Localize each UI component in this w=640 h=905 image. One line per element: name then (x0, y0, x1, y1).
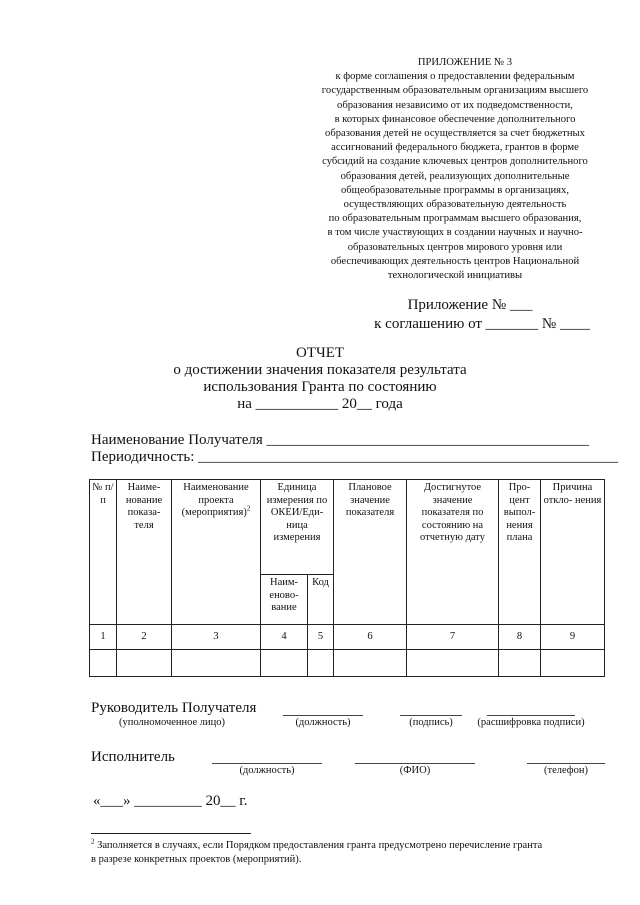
annex-title: ПРИЛОЖЕНИЕ № 3 (417, 57, 513, 68)
annex-line: обеспечивающих деятельность центров Национальной (330, 255, 580, 267)
table-cell[interactable] (117, 650, 172, 677)
table-cell[interactable] (90, 650, 117, 677)
column-number: 1 (90, 625, 117, 650)
annex-line: технологической инициативы (387, 270, 523, 282)
column-number: 4 (261, 625, 308, 650)
periodicity-row (91, 449, 618, 466)
date-open-quote: « (93, 793, 101, 809)
agreement-annex-number: Приложение № ___ (407, 297, 533, 313)
footnote-divider (91, 833, 251, 834)
executor-position-field[interactable] (212, 763, 322, 764)
header-project-text: Наименование проекта (мероприятия) (181, 482, 249, 519)
annex-line: в которых финансовое обеспечение дополнительного (334, 113, 576, 125)
column-number: 9 (541, 625, 605, 650)
table-cell[interactable] (499, 650, 541, 677)
column-number: 6 (334, 625, 407, 650)
footnote (91, 839, 611, 867)
header-unit-name: Наим- еново- вание (261, 575, 308, 625)
recipient-label: Наименование Получателя (91, 432, 263, 448)
annex-line: образовательных центров мирового уровня или (347, 241, 563, 253)
executor-fullname-field[interactable] (355, 763, 475, 764)
head-name-caption: (расшифровка подписи) (477, 717, 585, 728)
column-number: 5 (308, 625, 334, 650)
report-heading: ОТЧЕТ (295, 345, 345, 361)
report-date-line: на ___________ 20__ года (237, 396, 403, 412)
executor-label: Исполнитель (91, 749, 175, 765)
table-cell[interactable] (407, 650, 499, 677)
date-month-field[interactable]: _________ (134, 793, 202, 809)
head-sub-caption: (уполномоченное лицо) (118, 717, 226, 728)
annex-line: субсидий на создание ключевых центров дополнительного (322, 156, 588, 168)
annex-line: в том числе участвующих в создании научных и научно- (327, 227, 583, 239)
column-number: 2 (117, 625, 172, 650)
head-position-field[interactable] (283, 715, 363, 716)
date-close-quote: » (123, 793, 131, 809)
executor-fullname-caption: (ФИО) (399, 765, 431, 776)
header-unit-code: Код (308, 575, 334, 625)
header-reason: Причина откло- нения (541, 480, 605, 625)
annex-line: образования независимо от их подведомственности, (337, 99, 573, 111)
recipient-row (91, 432, 589, 449)
annex-header (280, 56, 630, 283)
table-cell[interactable] (261, 650, 308, 677)
footnote-mark: 2 (91, 837, 95, 846)
annex-line: осуществляющих образовательную деятельность (343, 199, 567, 211)
head-signature-caption: (подпись) (409, 717, 453, 728)
header-unit: Единица измерения по ОКЕИ/Еди- ница измерения (261, 480, 334, 575)
header-achieved: Достигнутое значение показателя по состоянию на отчетную дату (407, 480, 499, 625)
report-subtitle-line: использования Гранта по состоянию (203, 379, 437, 395)
annex-line: государственным образовательным организациям высшего (321, 85, 589, 97)
report-table (89, 479, 605, 677)
executor-phone-field[interactable] (527, 763, 605, 764)
header-indicator: Наиме- нование показа- теля (117, 480, 172, 625)
header-project (172, 480, 261, 625)
executor-position-caption: (должность) (239, 765, 295, 776)
annex-line: по образовательным программам высшего образования, (328, 213, 582, 225)
head-signature-field[interactable] (400, 715, 462, 716)
footnote-text: в разрезе конкретных проектов (мероприятий). (91, 854, 302, 865)
date-year-suffix: г. (239, 793, 248, 809)
agreement-annex (320, 296, 590, 334)
annex-line: общеобразовательные программы в организациях, (341, 184, 569, 196)
annex-line: образования детей, реализующих дополнительные (340, 170, 570, 182)
agreement-annex-ref: к соглашению от _______ № ____ (374, 316, 590, 332)
report-subtitle-line: о достижении значения показателя результата (173, 362, 467, 378)
annex-line: к форме соглашения о предоставлении федеральным (335, 71, 575, 83)
table-cell[interactable] (541, 650, 605, 677)
annex-line: образования детей не осуществляется за счет бюджетных (325, 128, 585, 140)
column-number-row (90, 625, 605, 650)
executor-phone-caption: (телефон) (544, 765, 588, 776)
table-row (90, 650, 605, 677)
header-num: № п/п (90, 480, 117, 625)
head-name-field[interactable] (487, 715, 575, 716)
report-title (150, 345, 490, 413)
date-line (93, 793, 247, 810)
table-cell[interactable] (334, 650, 407, 677)
column-number: 8 (499, 625, 541, 650)
footnote-ref: 2 (246, 504, 251, 513)
periodicity-field[interactable]: ________________________________________________________ (198, 449, 619, 465)
date-day-field[interactable]: ___ (100, 793, 123, 809)
date-year-field[interactable]: 20__ (205, 793, 236, 809)
table-cell[interactable] (172, 650, 261, 677)
column-number: 7 (407, 625, 499, 650)
header-planned: Плановое значение показателя (334, 480, 407, 625)
column-number: 3 (172, 625, 261, 650)
head-label: Руководитель Получателя (91, 700, 257, 716)
footnote-text: Заполняется в случаях, если Порядком предоставления гранта предусмотрено перечисление гранта (97, 840, 543, 851)
table-cell[interactable] (308, 650, 334, 677)
head-position-caption: (должность) (295, 717, 351, 728)
periodicity-label: Периодичность: (91, 449, 195, 465)
annex-line: ассигнований федерального бюджета, грантов в форме (331, 142, 579, 154)
recipient-field[interactable]: ___________________________________________ (266, 432, 589, 448)
header-percent: Про- цент выпол- нения плана (499, 480, 541, 625)
